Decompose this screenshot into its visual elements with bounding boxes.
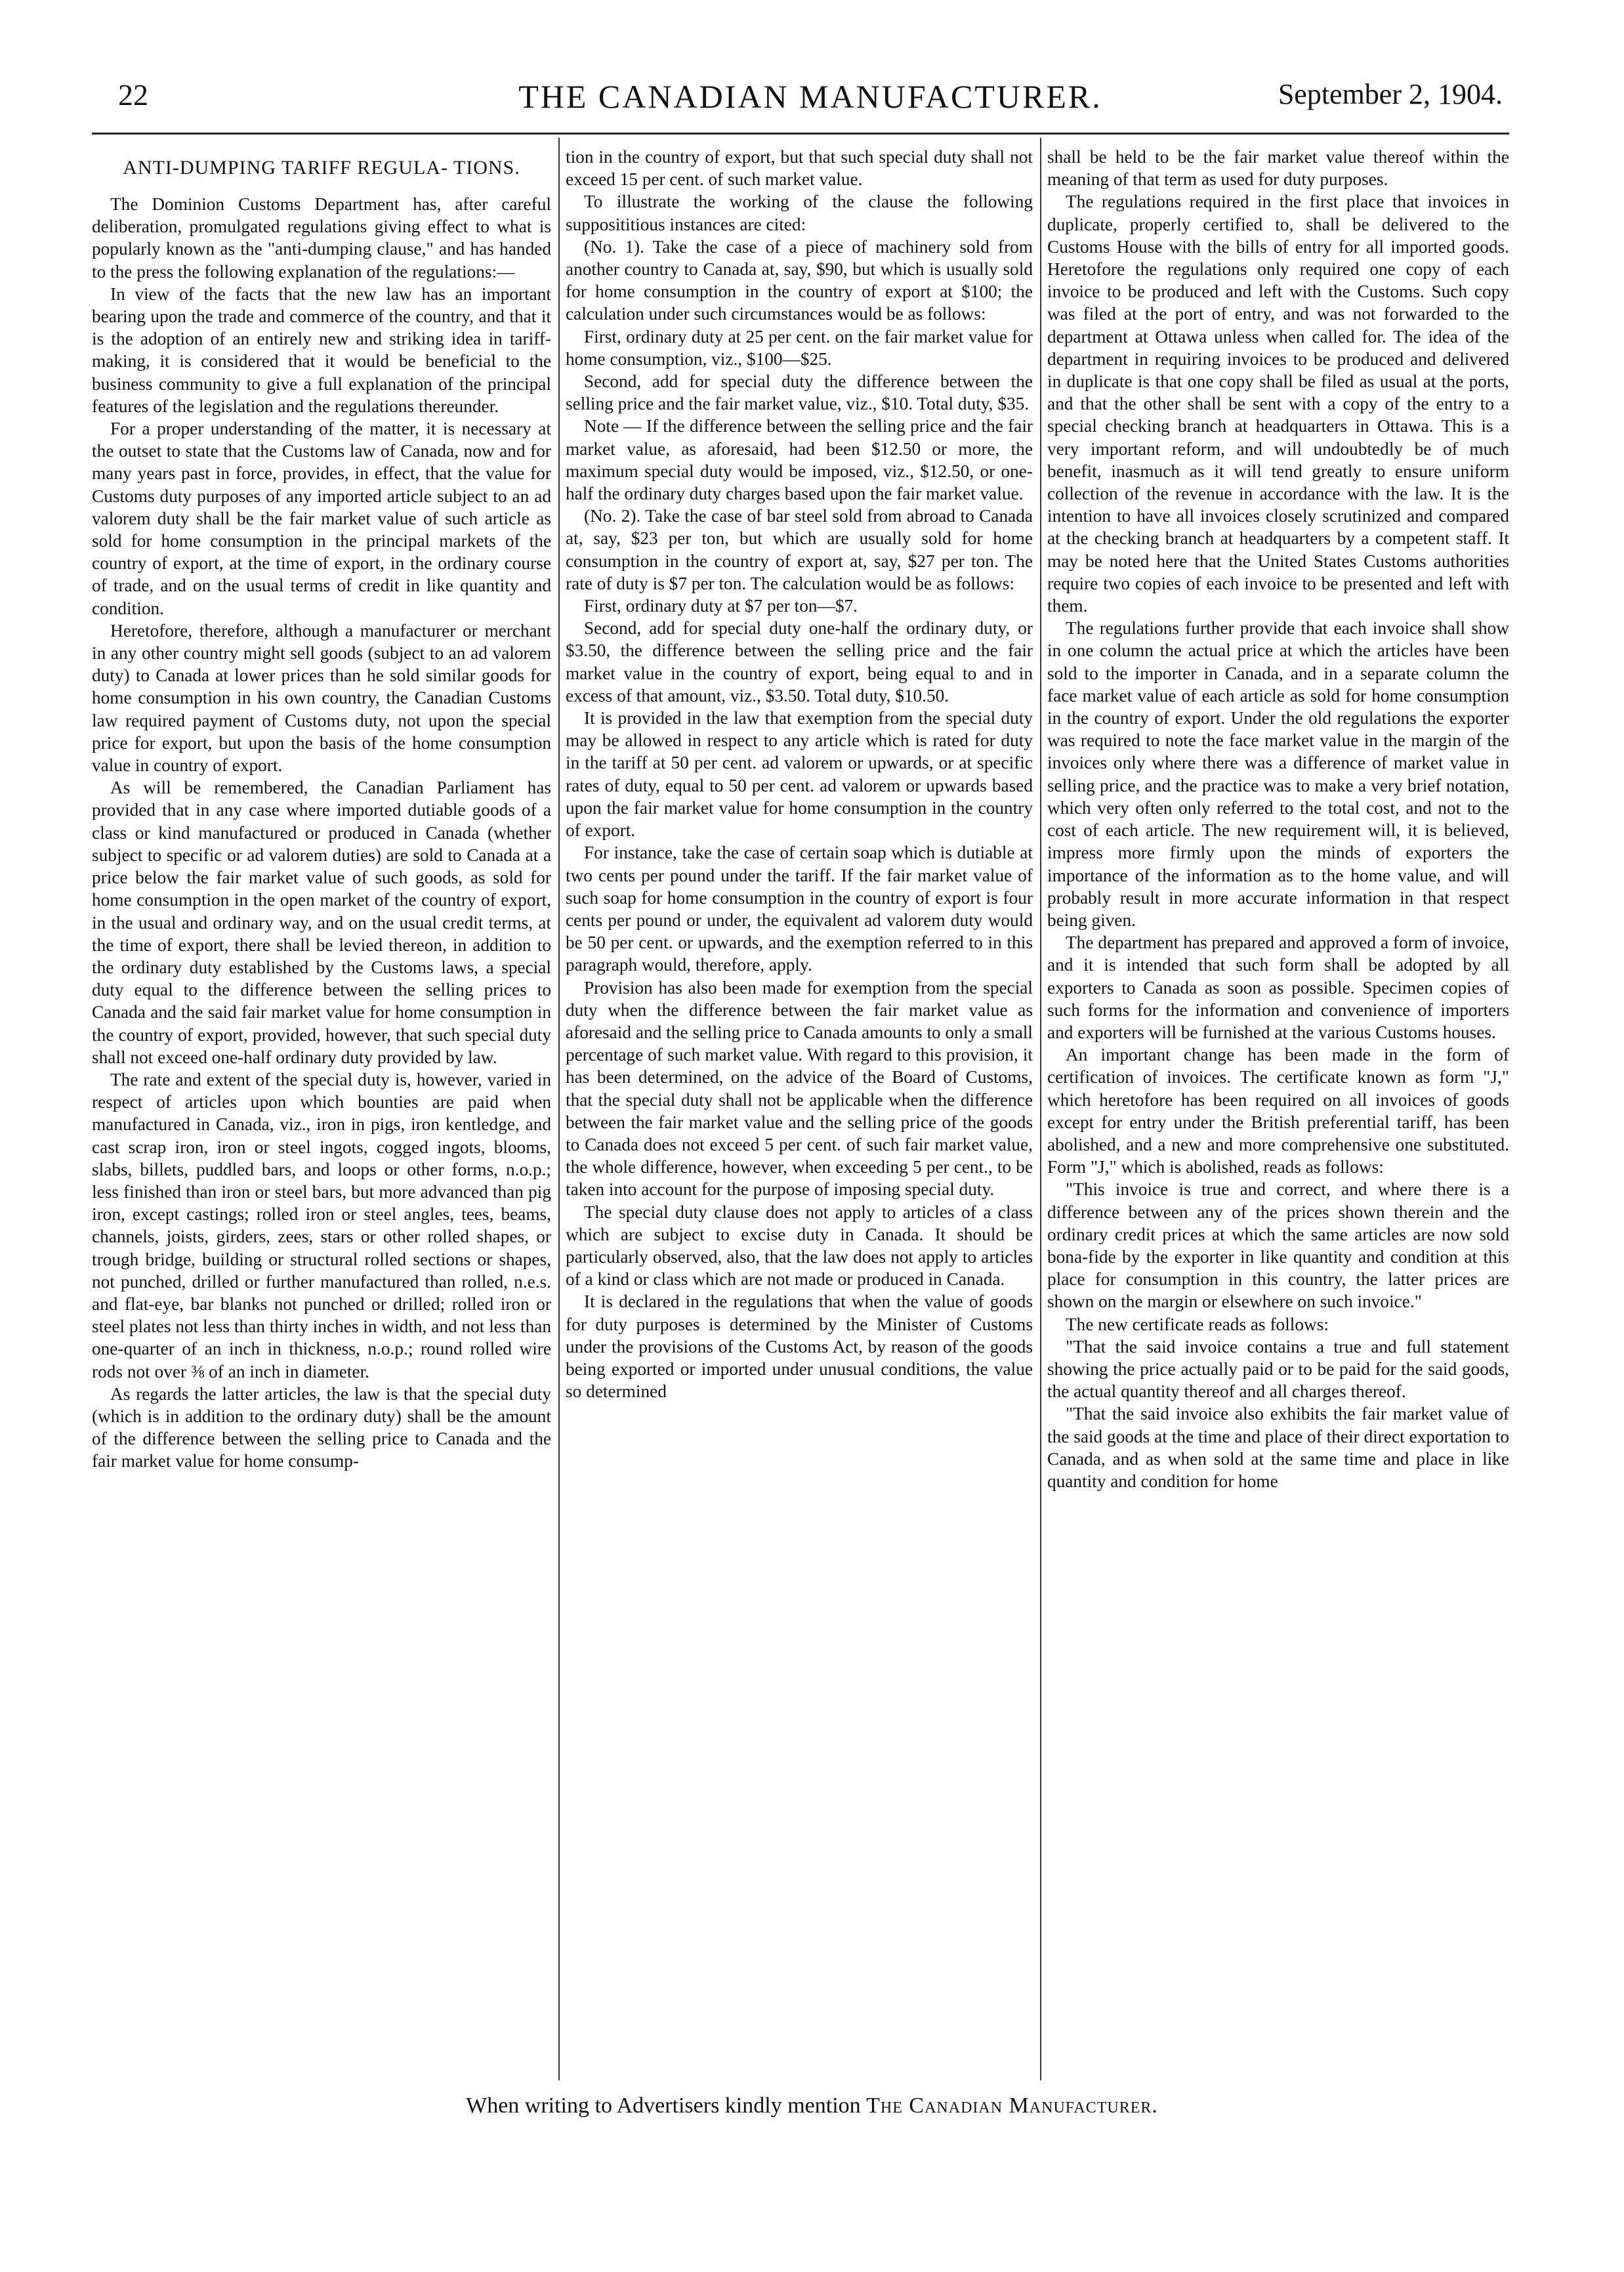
paragraph: It is declared in the regulations that when the value of goods for duty purposes is determined by the Minister of Customs under the provisions of the Customs Act, by reason of the goods being exported or imported under unusual conditions, the value so determined [566, 1292, 1033, 1402]
paragraph: To illustrate the working of the clause the following supposititious instances are cited: [566, 192, 1033, 234]
header-rule [92, 133, 1509, 135]
column-divider [558, 138, 560, 2080]
paragraph: The department has prepared and approved a form of invoice, and it is intended that such form shall be adopted by all exporters to Canada as soon as possible. Specimen copies of such forms for the information and convenience of importers and exporters will be furnished at the various Customs houses. [1047, 933, 1509, 1042]
paragraph: First, ordinary duty at $7 per ton—$7. [584, 596, 858, 616]
paragraph: The special duty clause does not apply to articles of a class which are subject to excise duty in Canada. It should be particularly observed, also, that the law does not apply to articles of a kind or class which are not made or produced in Canada. [566, 1202, 1033, 1290]
paragraph: The regulations required in the first place that invoices in duplicate, properly certified to, shall be delivered to the Customs House with the bills of entry for all imported goods. Heretofore the regulations only required one copy of each invoice to be produced and left with the Customs. Such copy was filed at the port of entry, and was not forwarded to the department at Ottawa unless when called for. The idea of the department in requiring invoices to be produced and delivered in duplicate is that one copy shall be filed as usual at the ports, and that the other shall be sent with a copy of the entry to a special checking branch at headquarters in Ottawa. This is a very important reform, and will undoubtedly be of much benefit, inasmuch as it will tend greatly to ensure uniform collection of the revenue in accordance with the law. It is the intention to have all invoices closely scrutinized and compared at the checking branch at headquarters by a competent staff. It may be noted here that the United States Customs authorities require two copies of each invoice to be presented and left with them. [1047, 192, 1509, 616]
paragraph: For instance, take the case of certain soap which is dutiable at two cents per pound under the tariff. If the fair market value of such soap for home consumption in the country of export is four cents per pound or under, the equivalent ad valorem duty would be 50 per cent. or upwards, and the exemption referred to in this paragraph would, therefore, apply. [566, 843, 1033, 975]
paragraph: Second, add for special duty one-half the ordinary duty, or $3.50, the difference between the selling price and the fair market value in the country of export, being equal to and in excess of that amount, viz., $3.50. Total duty, $10.50. [566, 618, 1033, 705]
publication-title: THE CANADIAN MANUFACTURER. [518, 78, 1102, 115]
paragraph: The regulations further provide that each invoice shall show in one column the actual price at which the articles have been sold to the importer in Canada, and in a separate column the face market value of each article as sold for home consumption in the country of export. Under the old regulations the exporter was required to note the face market value in the margin of the invoices only where there was a difference of market value in selling price, and the practice was to make a very brief notation, which very often only referred to the total cost, and not to the cost of each article. The new requirement will, it is believed, impress more firmly upon the minds of exporters the importance of the information as to the home value, and will probably result in more accurate information in that respect being given. [1047, 618, 1509, 930]
page-number: 22 [118, 78, 148, 112]
paragraph: "That the said invoice contains a true and full statement showing the price actually paid or to be paid for the said goods, the actual quantity thereof and all charges thereof. [1047, 1336, 1509, 1402]
paragraph: In view of the facts that the new law has an important bearing upon the trade and commerce of the country, and that it is the adoption of an entirely new and striking idea in tariff-making, it is considered that it would be beneficial to the business community to give a full explanation of the principal features of the legislation and the regulations thereunder. [92, 284, 551, 416]
footer-text: When writing to Advertisers kindly mention [466, 2093, 861, 2118]
paragraph: It is provided in the law that exemption from the special duty may be allowed in respect to any article which is rated for duty in the tariff at 50 per cent. ad valorem or upwards, or at specific rates of duty, equal to 50 per cent. ad valorem or upwards based upon the fair market value for home consumption in the country of export. [566, 708, 1033, 841]
article-column-3 [1047, 146, 1509, 2078]
paragraph: Heretofore, therefore, although a manufacturer or merchant in any other country might sell goods (subject to an ad valorem duty) to Canada at lower prices than he sold similar goods for home consumption in his own country, the Canadian Customs law required payment of Customs duty, not upon the special price for export, but upon the basis of the home consumption value in country of export. [92, 620, 551, 776]
column-divider [1040, 138, 1041, 2080]
footer-publication: The Canadian Manufacturer. [866, 2093, 1158, 2118]
paragraph: As will be remembered, the Canadian Parliament has provided that in any case where imported dutiable goods of a class or kind manufactured or produced in Canada (whether subject to specific or ad valorem duties) are sold to Canada at a price below the fair market value of such goods, as sold for home consumption in the open market of the country of export, in the usual and ordinary way, and on the usual credit terms, at the time of export, there shall be levied thereon, in addition to the ordinary duty established by the Customs laws, a special duty equal to the difference between the selling prices to Canada and the said fair market value for home consumption in the country of export, provided, however, that such special duty shall not exceed one-half ordinary duty provided by law. [92, 778, 551, 1067]
paragraph: tion in the country of export, but that such special duty shall not exceed 15 per cent. of such market value. [566, 147, 1033, 190]
advertiser-footer [0, 2093, 1624, 2118]
paragraph: Second, add for special duty the difference between the selling price and the fair market value, viz., $10. Total duty, $35. [566, 371, 1033, 414]
article-column-1 [92, 146, 551, 2078]
paragraph: "This invoice is true and correct, and where there is a difference between any of the prices shown therein and the ordinary credit prices at which the same articles are now sold bona-fide by the exporter in like quantity and condition at this place for consumption in this country, the latter prices are shown on the margin or elsewhere on such invoice." [1047, 1179, 1509, 1312]
paragraph: First, ordinary duty at 25 per cent. on the fair market value for home consumption, viz., $100—$25. [566, 326, 1033, 369]
paragraph: "That the said invoice also exhibits the fair market value of the said goods at the time and place of their direct exportation to Canada, and as when sold at the same time and place in like quantity and condition for home [1047, 1404, 1509, 1491]
issue-date: September 2, 1904. [1278, 78, 1503, 110]
paragraph: As regards the latter articles, the law is that the special duty (which is in addition to the ordinary duty) shall be the amount of the difference between the selling price to Canada and the fair market value for home consump- [92, 1383, 551, 1471]
paragraph: An important change has been made in the form of certification of invoices. The certificate known as form "J," which heretofore has been required on all invoices of goods except for entry under the British preferential tariff, has been abolished, and a new and more comprehensive one substituted. Form "J," which is abolished, reads as follows: [1047, 1045, 1509, 1177]
paragraph: (No. 2). Take the case of bar steel sold from abroad to Canada at, say, $23 per ton, but which are usually sold for home consumption in the country of export at, say, $27 per ton. The rate of duty is $7 per ton. The calculation would be as follows: [566, 506, 1033, 593]
paragraph: The new certificate reads as follows: [1066, 1314, 1329, 1334]
paragraph: Provision has also been made for exemption from the special duty when the difference between the fair market value as aforesaid and the selling price to Canada amounts to only a small percentage of such market value. With regard to this provision, it has been determined, on the advice of the Board of Customs, that the special duty shall not be applicable when the difference between the fair market value and the selling price of the goods to Canada does not exceed 5 per cent. of such fair market value, the whole difference, however, when exceeding 5 per cent., to be taken into account for the purpose of imposing special duty. [566, 977, 1033, 1200]
paragraph: shall be held to be the fair market value thereof within the meaning of that term as used for duty purposes. [1047, 147, 1509, 190]
paragraph: For a proper understanding of the matter, it is necessary at the outset to state that the Customs law of Canada, now and for many years past in force, provides, in effect, that the value for Customs duty purposes of any imported article subject to an ad valorem duty shall be the fair market value of such article as sold for home consumption in the principal markets of the country of export, at the time of export, in the ordinary course of trade, and on the usual terms of credit in like quantity and condition. [92, 419, 551, 618]
paragraph: The Dominion Customs Department has, after careful deliberation, promulgated regulations giving effect to what is popularly known as the "anti-dumping clause," and has handed to the press the following explanation of the regulations:— [92, 194, 551, 282]
article-title: ANTI-DUMPING TARIFF REGULA- TIONS. [123, 157, 520, 179]
paragraph: The rate and extent of the special duty is, however, varied in respect of articles upon which bounties are paid when manufactured in Canada, viz., iron in pigs, iron kentledge, and cast scrap iron, iron or steel ingots, cogged ingots, blooms, slabs, billets, puddled bars, and loops or other forms, n.o.p.; less finished than iron or steel bars, but more advanced than pig iron, except castings; rolled iron or steel angles, tees, beams, channels, joists, girders, zees, stars or other rolled shapes, or trough bridge, building or structural rolled sections or shapes, not punched, drilled or further manufactured than rolled, n.e.s. and flat-eye, bar blanks not punched or drilled; rolled iron or steel plates not less than thirty inches in width, and not less than one-quarter of an inch in thickness, n.o.p.; round rolled wire rods not over ⅜ of an inch in diameter. [92, 1069, 551, 1381]
paragraph: Note — If the difference between the selling price and the fair market value, as aforesaid, had been $12.50 or more, the maximum special duty would be imposed, viz., $12.50, or one-half the ordinary duty charges based upon the fair market value. [566, 416, 1033, 504]
page-header [118, 77, 1503, 130]
paragraph: (No. 1). Take the case of a piece of machinery sold from another country to Canada at, say, $90, but which is usually sold for home consumption in the country of export at $100; the calculation under such circumstances would be as follows: [566, 236, 1033, 324]
article-column-2 [566, 146, 1033, 2078]
